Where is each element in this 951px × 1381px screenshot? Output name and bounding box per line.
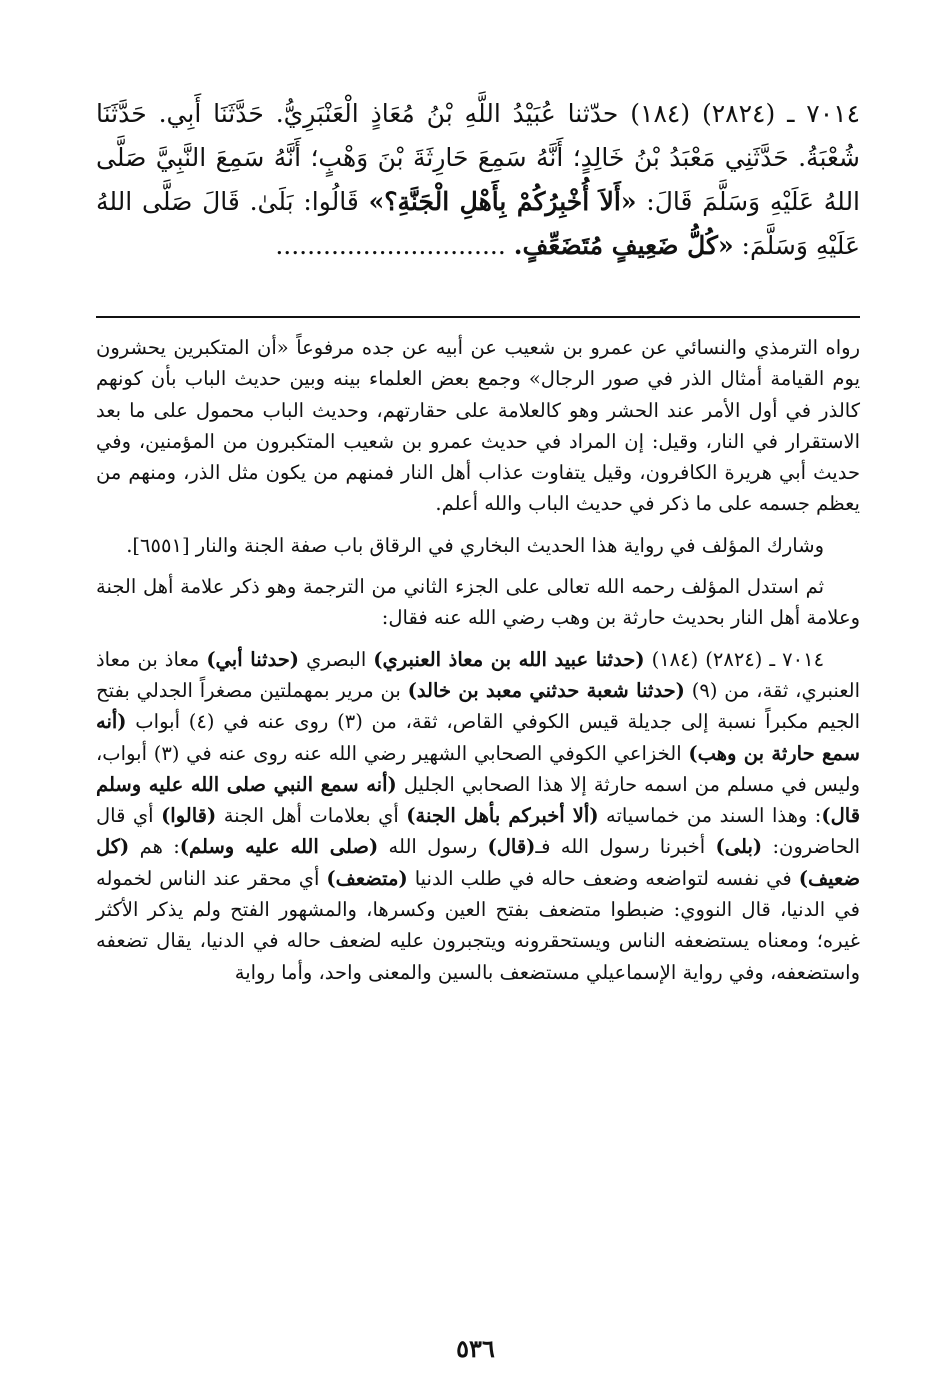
- commentary-paragraph-3: ثم استدل المؤلف رحمه الله تعالى على الجزء الثاني من الترجمة وهو ذكر علامة أهل الجنة وعلامة أهل النار بحديث حارثة بن وهب رضي الله عنه فقال:: [96, 575, 860, 630]
- commentary-hadith-number: ٧٠١٤ ـ (٢٨٢٤) (١٨٤): [651, 647, 825, 671]
- explanation-text: رسول الله: [388, 835, 478, 859]
- hadith-quote-1: «أَلاَ أُخْبِرُكُمْ بِأَهْلِ الْجَنَّةِ؟»: [368, 187, 637, 216]
- explanation-text: أي بعلامات أهل الجنة: [223, 804, 399, 828]
- footnote-divider: [96, 316, 860, 318]
- quoted-phrase: (حدثنا عبيد الله بن معاذ العنبري): [373, 647, 645, 671]
- explanation-text: أي محقر عند الناس لخموله في الدنيا، قال النووي: ضبطوا متضعف بفتح العين وكسرها، والمشهور الفتح ولم يذكر الأكثر غيره؛ ومعناه يستضعفه الناس ويستحقرونه ويتجبرون عليه لضعف حاله في الدنيا، يقال تضعفه واستضعفه، وفي رواية الإسماعيلي مستضعف بالسين والمعنى واحد، وأما رواية: [96, 866, 860, 984]
- quoted-phrase: (حدثنا أبي): [206, 647, 300, 671]
- commentary-block: [96, 332, 860, 988]
- explanation-text: بن مرير بمهملتين مصغراً الجدلي بفتح الجيم مكبراً نسبة إلى جديلة قيس الكوفي القاص، ثقة، من (٣) روى عنه في (٤) أبواب: [96, 678, 861, 734]
- quoted-phrase: (ألا أخبركم بأهل الجنة): [406, 804, 599, 828]
- quoted-phrase: (أنه سمع حارثة بن وهب): [96, 710, 860, 765]
- hadith-chain: حدّثنا عُبَيْدُ اللَّهِ بْنُ مُعَاذٍ الْعَنْبَرِيُّ. حَدَّثَنَا أَبِي. حَدَّثَنَا شُعْبَةُ. حَدَّثَنِي مَعْبَدُ بْنُ خَالِدٍ؛ أَنَّهُ سَمِعَ حَارِثَةَ بْنَ وَهْبٍ؛ أَنَّهُ سَمِعَ النَّبِيَّ صَلَّى اللهُ عَلَيْهِ وَسَلَّمَ قَالَ:: [96, 99, 861, 216]
- explanation-text: الخزاعي الكوفي الصحابي الشهير رضي الله عنه روى عنه في (٣) أبواب، وليس في مسلم من اسمه حارثة إلا هذا الصحابي الجليل: [96, 741, 860, 796]
- commentary-paragraph-4: [96, 644, 860, 988]
- quoted-phrase: (صلى الله عليه وسلم): [179, 835, 379, 859]
- quoted-phrase: (حدثنا شعبة حدثني معبد بن خالد): [407, 678, 685, 702]
- quoted-phrase: (كل ضعيف): [96, 835, 861, 890]
- quoted-phrase: (قال): [487, 835, 536, 859]
- quoted-phrase: (بلى): [715, 835, 763, 859]
- hadith-response: قَالُوا: بَلَىٰ. قَالَ صَلَّى اللهُ عَلَيْهِ وَسَلَّمَ:: [96, 187, 860, 260]
- hadith-text-block: [96, 92, 860, 268]
- quoted-phrase: (أنه سمع النبي صلى الله عليه وسلم قال): [96, 772, 861, 828]
- explanation-text: في نفسه لتواضعه وضعف حاله في طلب الدنيا: [414, 866, 792, 890]
- quoted-phrase: (متضعف): [326, 866, 408, 890]
- explanation-text: أخبرنا رسول الله فـ: [535, 835, 706, 859]
- hadith-number: ٧٠١٤ ـ (٢٨٢٤) (١٨٤): [630, 99, 860, 128]
- commentary-paragraph-1: رواه الترمذي والنسائي عن عمرو بن شعيب عن أبيه عن جده مرفوعاً «أن المتكبرين يحشرون يوم القيامة أمثال الذر في صور الرجال» وجمع بعض العلماء بينه وبين حديث الباب بأن كونهم كالذر في أول الأمر عند الحشر وهو كالعلامة على حقارتهم، وحديث الباب محمول على ما بعد الاستقرار في النار، وقيل: إن المراد في حديث عمرو بن شعيب المتكبرون من المؤمنين، وفي حديث أبي هريرة الكافرون، وقيل يتفاوت عذاب أهل النار فمنهم من يكون مثل الذر، ومنهم من يعظم جسمه على ما ذكر في حديث الباب والله أعلم.: [96, 336, 860, 516]
- hadith-paragraph: [96, 92, 860, 268]
- explanation-text: معاذ بن معاذ العنبري، ثقة، من (٩): [96, 647, 861, 702]
- explanation-text: : وهذا السند من خماسياته: [606, 804, 822, 828]
- page-number: ٥٣٦: [456, 1334, 495, 1363]
- quoted-phrase: (قالوا): [161, 804, 217, 828]
- hadith-quote-2: «كُلُّ ضَعِيفٍ مُتَضَعِّفٍ.: [513, 231, 734, 260]
- commentary-paragraph-2: وشارك المؤلف في رواية هذا الحديث البخاري في الرقاق باب صفة الجنة والنار [٦٥٥١].: [126, 533, 824, 557]
- explanation-text: أي قال الحاضرون:: [96, 804, 860, 859]
- explanation-text: : هم: [139, 835, 180, 859]
- hadith-continuation-dots: .............................: [275, 231, 506, 260]
- explanation-text: البصري: [306, 647, 367, 671]
